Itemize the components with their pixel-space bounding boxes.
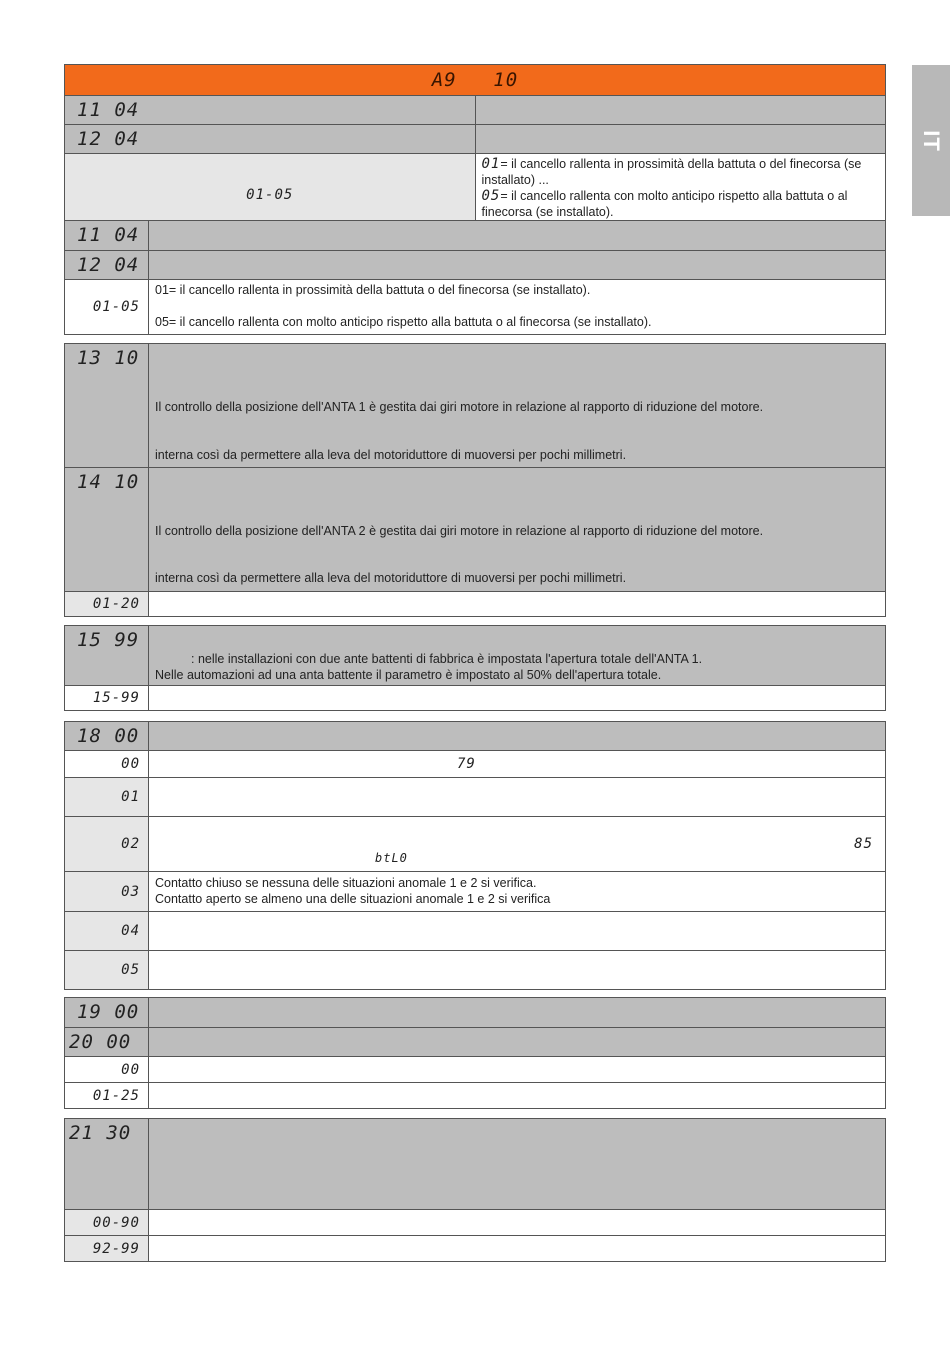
param-desc-cell — [149, 221, 886, 251]
desc-line: interna così da permettere alla leva del motoriduttore di muoversi per pochi millimetri. — [155, 571, 627, 585]
option-code-cell — [65, 951, 149, 990]
param-code-cell — [65, 998, 149, 1028]
range-value: 01-25 — [92, 1087, 140, 1104]
param-code-cell — [65, 96, 476, 125]
range-desc-cell — [149, 1236, 886, 1262]
desc-line: : nelle installazioni con due ante battenti di fabbrica è impostata l'apertura totale dell'ANTA 1. — [191, 652, 703, 666]
option-text: = il cancello rallenta in prossimità della battuta o del finecorsa (se installato) ... — [481, 157, 862, 187]
desc-line: Contatto aperto se almeno una delle situazioni anomale 1 e 2 si verifica — [155, 892, 551, 906]
param-code: 15 99 — [77, 629, 140, 651]
desc-line: Il controllo della posizione dell'ANTA 2 è gestita dai giri motore in relazione al rapporto di riduzione del motore. — [155, 524, 764, 538]
option-desc-cell — [149, 778, 886, 817]
range-cell — [65, 592, 149, 617]
param-code: 20 00 — [69, 1031, 132, 1053]
param-code-cell — [65, 626, 149, 686]
option-code: 02 — [121, 836, 140, 852]
option-desc-cell — [149, 751, 886, 778]
param-code: 11 04 — [77, 224, 140, 246]
param-desc-cell — [149, 626, 886, 686]
param-desc-cell — [149, 998, 886, 1028]
param-code-cell — [65, 468, 149, 592]
range-value: 01-20 — [92, 596, 140, 612]
option-code-cell — [65, 751, 149, 778]
option-code: 05 — [121, 962, 140, 978]
range-desc-cell — [149, 686, 886, 711]
desc-line: Il controllo della posizione dell'ANTA 1 è gestita dai giri motore in relazione al rapporto di riduzione del motore. — [155, 400, 764, 414]
param-code: 11 04 — [77, 99, 140, 121]
param-desc-cell — [149, 468, 886, 592]
param-code-cell — [65, 251, 149, 280]
range-desc-cell — [149, 1210, 886, 1236]
option-text: 01= il cancello rallenta in prossimità della battuta o del finecorsa (se installato). — [155, 283, 591, 297]
inline-code: btL0 — [375, 851, 408, 865]
desc-line: Nelle automazioni ad una anta battente il parametro è impostato al 50% dell'apertura totale. — [155, 668, 662, 682]
option-code-cell — [65, 912, 149, 951]
option-code-cell — [65, 778, 149, 817]
option-code: 05 — [481, 188, 501, 204]
range-cell — [65, 1236, 149, 1262]
param-code: 19 00 — [77, 1001, 140, 1023]
option-desc-cell — [149, 817, 886, 872]
param-desc-cell — [475, 96, 886, 125]
option-desc-cell — [149, 951, 886, 990]
param-code-cell — [65, 125, 476, 154]
option-desc-cell — [149, 1057, 886, 1083]
param-code: 13 10 — [77, 347, 140, 369]
section-header — [65, 65, 886, 96]
param-code-cell — [65, 1119, 149, 1210]
option-code: 00 — [121, 1061, 140, 1078]
param-code: 21 30 — [69, 1122, 132, 1144]
option-code-cell — [65, 817, 149, 872]
option-code: 01 — [481, 156, 501, 172]
option-code: 01 — [121, 789, 140, 805]
parameter-table-position — [64, 343, 886, 617]
option-code-cell — [65, 872, 149, 912]
param-code-cell — [65, 221, 149, 251]
param-desc-cell — [149, 722, 886, 751]
param-code: 12 04 — [77, 254, 140, 276]
range-value: 01-05 — [92, 299, 140, 315]
parameter-table-opening — [64, 625, 886, 711]
param-desc-cell — [149, 1028, 886, 1057]
parameter-table-output — [64, 721, 886, 990]
param-code: 14 10 — [77, 471, 140, 493]
inline-code: 79 — [457, 756, 476, 772]
range-value: 92-99 — [92, 1240, 140, 1257]
range-cell — [65, 1083, 149, 1109]
range-desc-cell — [149, 280, 886, 335]
option-code-cell — [65, 1057, 149, 1083]
parameter-table-block7 — [64, 1118, 886, 1262]
header-code-a: A9 — [431, 69, 457, 91]
range-desc-cell — [149, 592, 886, 617]
parameter-table-slowdown — [64, 64, 886, 237]
option-text: 05= il cancello rallenta con molto anticipo rispetto alla battuta o al finecorsa (se installato). — [155, 315, 652, 329]
range-cell — [65, 686, 149, 711]
option-code: 04 — [121, 923, 140, 939]
range-value: 00-90 — [92, 1214, 140, 1231]
param-code-cell — [65, 1028, 149, 1057]
range-value: 15-99 — [92, 690, 140, 706]
range-cell — [65, 1210, 149, 1236]
option-code: 03 — [121, 883, 140, 900]
option-desc-cell — [149, 872, 886, 912]
language-tab — [912, 65, 950, 216]
option-text: = il cancello rallenta con molto anticipo rispetto alla battuta o al finecorsa (se installato). — [481, 189, 848, 219]
range-cell — [65, 280, 149, 335]
param-code: 18 00 — [77, 725, 140, 747]
param-code: 12 04 — [77, 128, 140, 150]
language-tab-label: IT — [919, 129, 944, 152]
desc-line: Contatto chiuso se nessuna delle situazioni anomale 1 e 2 si verifica. — [155, 876, 537, 890]
param-desc-cell — [475, 125, 886, 154]
param-desc-cell — [149, 1119, 886, 1210]
range-value: 01-05 — [246, 187, 294, 203]
range-desc-cell — [149, 1083, 886, 1109]
param-desc-cell — [149, 344, 886, 468]
parameter-table-slowdown-2 — [64, 220, 886, 335]
param-desc-cell — [149, 251, 886, 280]
param-code-cell — [65, 344, 149, 468]
parameter-table-block6 — [64, 997, 886, 1109]
option-desc-cell — [149, 912, 886, 951]
desc-line: interna così da permettere alla leva del motoriduttore di muoversi per pochi millimetri. — [155, 448, 627, 462]
option-code: 00 — [121, 756, 140, 772]
inline-code: 85 — [854, 836, 873, 852]
header-code-b: 10 — [493, 69, 519, 91]
param-code-cell — [65, 722, 149, 751]
